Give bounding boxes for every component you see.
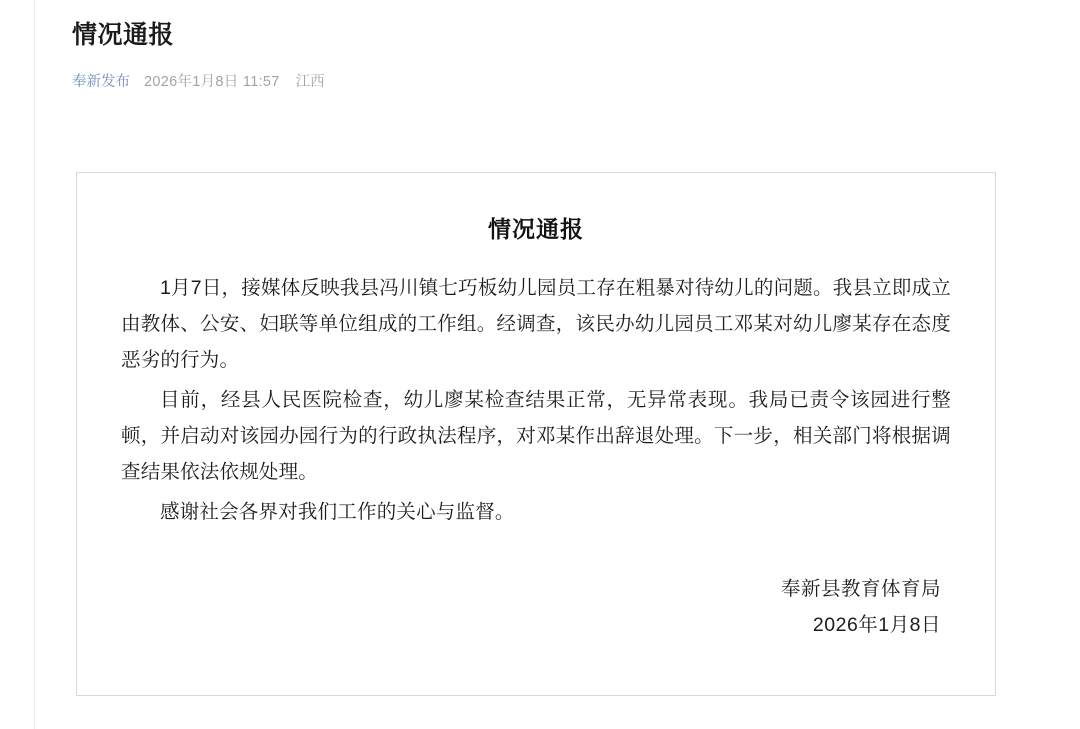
meta-location: 江西	[295, 74, 325, 90]
notice-paragraph: 1月7日，接媒体反映我县冯川镇七巧板幼儿园员工存在粗暴对待幼儿的问题。我县立即成立由教体、公安、妇联等单位组成的工作组。经调查，该民办幼儿园员工邓某对幼儿廖某存在态度恶劣的行为。	[121, 277, 951, 372]
signature-organization: 奉新县教育体育局	[780, 578, 941, 601]
notice-body	[121, 270, 951, 530]
meta-source[interactable]: 奉新发布	[72, 74, 130, 90]
meta-timestamp: 2026年1月8日 11:57	[144, 74, 280, 90]
notice-heading: 情况通报	[488, 216, 584, 242]
signature-date: 2026年1月8日	[812, 613, 941, 636]
left-margin-rule	[34, 0, 35, 729]
notice-document-card	[76, 172, 996, 696]
notice-paragraph: 感谢社会各界对我们工作的关心与监督。	[160, 501, 515, 524]
article-meta	[72, 70, 1080, 91]
notice-paragraph: 目前，经县人民医院检查，幼儿廖某检查结果正常，无异常表现。我局已责令该园进行整顿，并启动对该园办园行为的行政执法程序，对邓某作出辞退处理。下一步，相关部门将根据调查结果依法依规处理。	[121, 389, 951, 484]
article-header	[0, 0, 1080, 91]
page-title: 情况通报	[72, 21, 175, 49]
notice-signature	[121, 572, 951, 642]
